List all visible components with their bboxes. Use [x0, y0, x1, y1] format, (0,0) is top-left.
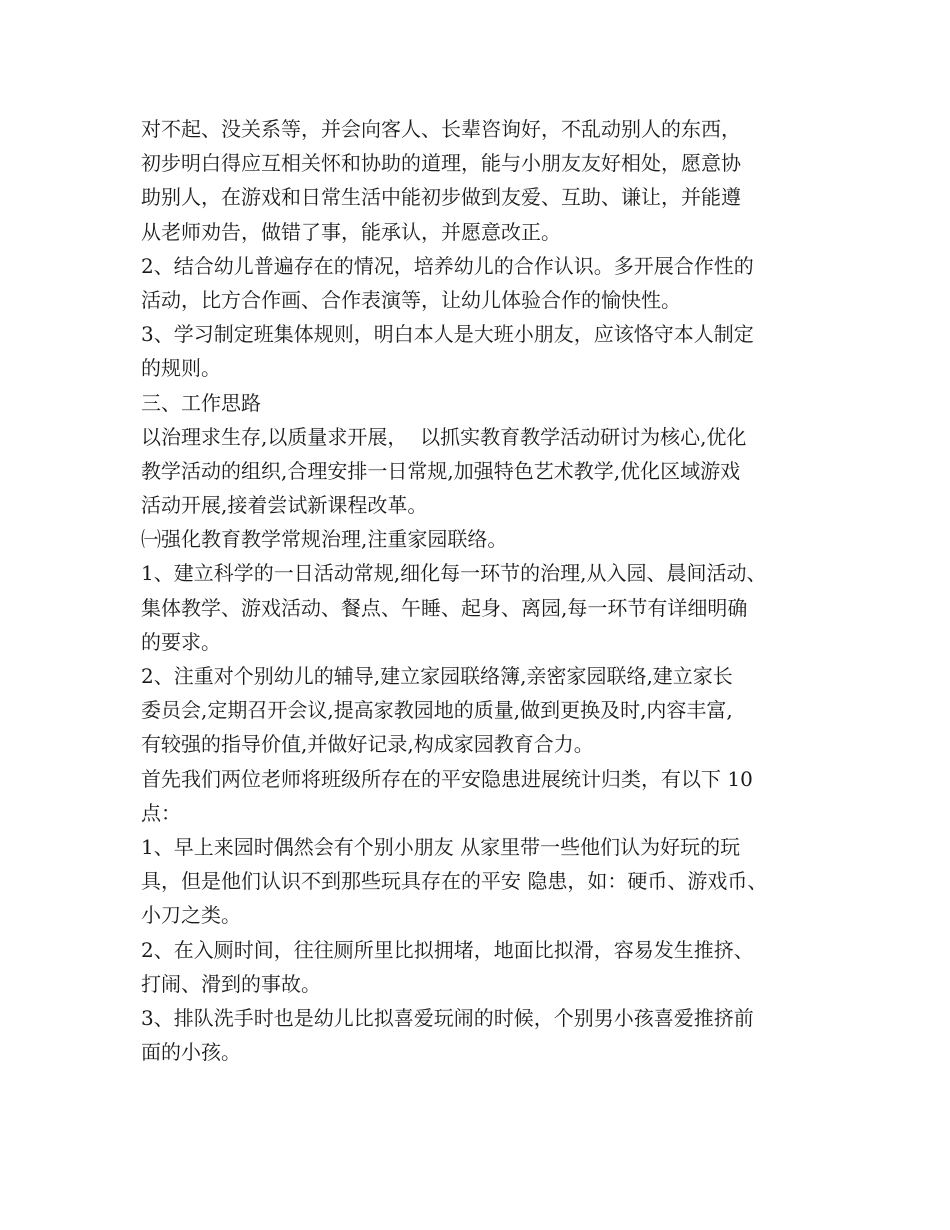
text-line: 打闹、滑到的事故。 — [141, 971, 321, 996]
text-line: 活动，比方合作画、合作表演等，让幼儿体验合作的愉快性。 — [141, 287, 681, 312]
section-heading: 三、工作思路 — [141, 390, 261, 415]
text-line: 教学活动的组织,合理安排一日常规,加强特色艺术教学,优化区域游戏 — [141, 458, 741, 483]
text-line: 3、排队洗手时也是幼儿比拟喜爱玩闹的时候，个别男小孩喜爱推挤前 — [141, 1005, 754, 1030]
text-line: 1、早上来园时偶然会有个别小朋友 从家里带一些他们认为好玩的玩 — [141, 834, 741, 859]
text-line: 2、注重对个别幼儿的辅导,建立家园联络簿,亲密家园联络,建立家长 — [141, 664, 733, 688]
text-line: 点： — [141, 800, 181, 825]
text-line: 面的小孩。 — [141, 1040, 241, 1065]
text-line: 集体教学、游戏活动、餐点、午睡、起身、离园,每一环节有详细明确 — [141, 595, 748, 620]
subsection-heading: ㈠强化教育教学常规治理,注重家园联络。 — [141, 527, 508, 552]
text-line: 的要求。 — [141, 629, 221, 654]
text-line: 初步明白得应互相关怀和协助的道理，能与小朋友友好相处，愿意协 — [141, 151, 741, 176]
text-line: 活动开展,接着尝试新课程改革。 — [141, 493, 428, 518]
text-line: 2、结合幼儿普遍存在的情况，培养幼儿的合作认识。多开展合作性的 — [141, 253, 754, 278]
text-line: 对不起、没关系等，并会向客人、长辈咨询好，不乱动别人的东西， — [141, 117, 741, 141]
text-line: 委员会,定期召开会议,提高家教园地的质量,做到更换及时,内容丰富, — [141, 698, 733, 723]
text-line: 小刀之类。 — [141, 903, 241, 928]
text-line: 1、建立科学的一日活动常规,细化每一环节的治理,从入园、晨间活动、 — [141, 561, 767, 586]
text-line: 具，但是他们认识不到那些玩具存在的平安 隐患，如：硬币、游戏币、 — [141, 869, 768, 894]
text-line: 以治理求生存,以质量求开展， 以抓实教育教学活动研讨为核心,优化 — [141, 424, 747, 449]
text-line: 从老师劝告，做错了事，能承认，并愿意改正。 — [141, 219, 561, 244]
text-line: 助别人，在游戏和日常生活中能初步做到友爱、互助、谦让，并能遵 — [141, 185, 741, 210]
text-line: 3、学习制定班集体规则，明白本人是大班小朋友，应该恪守本人制定 — [141, 322, 754, 347]
text-line: 有较强的指导价值,并做好记录,构成家园教育合力。 — [141, 732, 594, 757]
text-line: 2、在入厕时间，往往厕所里比拟拥堵，地面比拟滑，容易发生推挤、 — [141, 937, 754, 962]
text-line: 的规则。 — [141, 356, 221, 381]
text-line: 首先我们两位老师将班级所存在的平安隐患进展统计归类，有以下 10 — [141, 766, 753, 791]
document-body — [141, 112, 831, 1069]
